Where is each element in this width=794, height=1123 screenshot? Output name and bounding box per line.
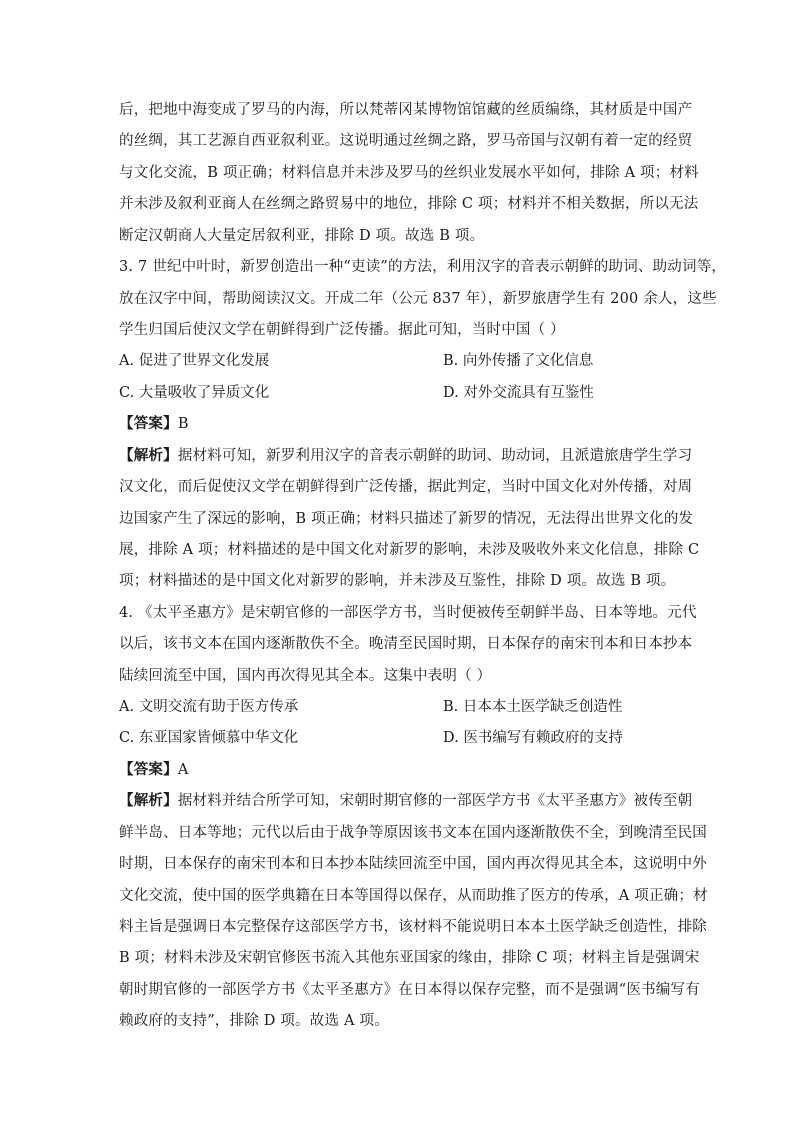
q3-analysis-line: 项；材料描述的是中国文化对新罗的影响，并未涉及互鉴性，排除 D 项。故选 B 项。 — [119, 573, 676, 589]
answer-value: A — [177, 762, 189, 778]
q4-analysis-line: 鲜半岛、日本等地；元代以后由于战争等原因该书文本在国内逐渐散佚不全，到晚清至民国 — [119, 825, 707, 841]
prev-analysis-line: 并未涉及叙利亚商人在丝绸之路贸易中的地位，排除 C 项；材料并不相关数据，所以无法 — [119, 196, 699, 212]
q3-analysis-line — [119, 446, 692, 466]
q3-analysis-line: 展，排除 A 项；材料描述的是中国文化对新罗的影响，未涉及吸收外来文化信息，排除 C — [119, 542, 700, 558]
q4-option-c: C. 东亚国家皆倾慕中华文化 — [119, 730, 299, 746]
q4-option-a: A. 文明交流有助于医方传承 — [119, 699, 299, 715]
q4-stem-line: 4. 《太平圣惠方》是宋朝官修的一部医学方书，当时便被传至朝鲜半岛、日本等地。元代 — [119, 605, 697, 621]
q4-analysis-line: 赖政府的支持”，排除 D 项。故选 A 项。 — [119, 1013, 389, 1029]
q4-analysis-line: 料主旨是强调日本完整保存这部医学方书，该材料不能说明日本本土医学缺乏创造性，排除 — [119, 919, 707, 935]
answer-label: 【答案】 — [119, 761, 178, 778]
prev-analysis-line: 的丝绸，其工艺源自西亚叙利亚。这说明通过丝绸之路，罗马帝国与汉朝有着一定的经贸 — [119, 133, 693, 149]
q3-option-b: B. 向外传播了文化信息 — [443, 353, 594, 369]
q4-analysis-line: 文化交流，使中国的医学典籍在日本等国得以保存，从而助推了医方的传承，A 项正确；材 — [119, 888, 708, 904]
q4-analysis-line: 时期，日本保存的南宋刊本和日本抄本陆续回流至中国，国内再次得见其全本，这说明中外 — [119, 856, 707, 872]
q4-option-d: D. 医书编写有赖政府的支持 — [443, 730, 623, 746]
q3-stem-line: 放在汉字中间，帮助阅读汉文。开成二年（公元 837 年），新罗旅唐学生有 200 余人，这些 — [119, 291, 717, 307]
q3-option-c: C. 大量吸收了异质文化 — [119, 385, 270, 401]
q3-option-d: D. 对外交流具有互鉴性 — [443, 385, 594, 401]
prev-analysis-line: 断定汉朝商人大量定居叙利亚，排除 D 项。故选 B 项。 — [119, 228, 485, 244]
q4-stem-line: 以后，该书文本在国内逐渐散佚不全。晚清至民国时期，日本保存的南宋刊本和日本抄本 — [119, 636, 693, 652]
q4-answer — [119, 760, 188, 780]
q4-analysis-line: B 项；材料未涉及宋朝官修医书流入其他东亚国家的缘由，排除 C 项；材料主旨是强调宋 — [119, 950, 700, 966]
q4-option-b: B. 日本本土医学缺乏创造性 — [443, 699, 623, 715]
prev-analysis-line: 与文化交流，B 项正确；材料信息并未涉及罗马的丝织业发展水平如何，排除 A 项；材料 — [119, 165, 699, 181]
q3-option-a: A. 促进了世界文化发展 — [119, 353, 270, 369]
q3-stem-line: 3. 7 世纪中叶时，新罗创造出一种“吏读”的方法，利用汉字的音表示朝鲜的助词、助动词等， — [119, 259, 727, 275]
answer-label: 【答案】 — [119, 415, 178, 432]
q4-stem-line: 陆续回流至中国，国内再次得见其全本。这集中表明（ ） — [119, 668, 492, 684]
analysis-label: 【解析】 — [119, 447, 178, 464]
q3-answer — [119, 414, 189, 434]
q3-analysis-line: 边国家产生了深远的影响，B 项正确；材料只描述了新罗的情况，无法得出世界文化的发 — [119, 511, 694, 527]
analysis-label: 【解析】 — [119, 792, 178, 809]
q4-analysis-line: 朝时期官修的一部医学方书《太平圣惠方》在日本得以保存完整，而不是强调“医书编写有 — [119, 982, 700, 998]
q4-analysis-line — [119, 791, 692, 811]
analysis-text: 据材料可知，新罗利用汉字的音表示朝鲜的助词、助动词，且派遣旅唐学生学习 — [177, 448, 693, 464]
q3-analysis-line: 汉文化，而后促使汉文学在朝鲜得到广泛传播，据此判定，当时中国文化对外传播，对周 — [119, 479, 693, 495]
analysis-text: 据材料并结合所学可知，宋朝时期官修的一部医学方书《太平圣惠方》被传至朝 — [177, 793, 693, 809]
q3-stem-line: 学生归国后使汉文学在朝鲜得到广泛传播。据此可知，当时中国（ ） — [119, 322, 565, 338]
answer-value: B — [177, 416, 189, 432]
prev-analysis-line: 后，把地中海变成了罗马的内海，所以梵蒂冈某博物馆馆藏的丝质编绦，其材质是中国产 — [119, 102, 693, 118]
